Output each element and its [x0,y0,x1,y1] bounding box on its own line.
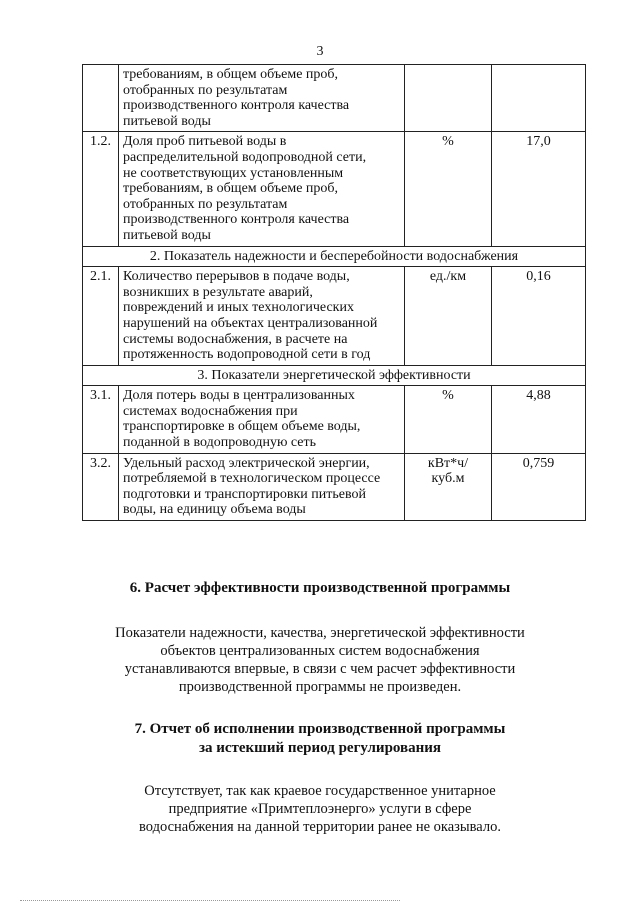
paragraph-line: предприятие «Примтеплоэнерго» услуги в сфере [168,801,472,817]
desc-line: отобранных по результатам [123,82,288,98]
table-row [83,65,586,132]
desc-line: подготовки и транспортировки питьевой [123,486,366,502]
indicator-description [119,267,405,366]
desc-line: нарушений на объектах централизованной [123,315,378,331]
unit-line: кВт*ч/ [427,455,469,471]
indicators-table [82,64,586,521]
indicator-description [119,386,405,453]
heading-line: за истекший период регулирования [198,740,442,756]
section6-paragraph [0,624,640,696]
row-number: 3.2. [83,453,119,520]
desc-line: отобранных по результатам [123,196,288,212]
unit-cell: % [405,386,492,453]
section-title: 3. Показатели энергетической эффективности [83,365,586,386]
desc-line: системах водоснабжения при [123,403,298,419]
desc-line: протяженность водопроводной сети в год [123,347,371,363]
paragraph-line: объектов централизованных систем водоснабжения [160,643,480,659]
desc-line: требованиям, в общем объеме проб, [123,181,339,197]
row-number-cell [83,65,119,132]
indicator-description [119,132,405,246]
paragraph-line: устанавливаются впервые, в связи с чем расчет эффективности [124,661,516,677]
section6-heading: 6. Расчет эффективности производственной программы [129,580,511,596]
unit-cell [405,453,492,520]
desc-line: потребляемой в технологическом процессе [123,471,381,487]
row-number: 2.1. [83,267,119,366]
desc-line: Доля проб питьевой воды в [123,134,287,150]
value-cell: 17,0 [492,132,586,246]
desc-line: транспортировке в общем объеме воды, [123,419,361,435]
heading-line: 7. Отчет об исполнении производственной программы [134,721,506,737]
unit-line: куб.м [431,471,465,487]
section-title: 2. Показатель надежности и бесперебойности водоснабжения [83,246,586,267]
section7-paragraph [0,782,640,836]
row-number: 1.2. [83,132,119,246]
desc-line: требованиям, в общем объеме проб, [123,67,339,82]
section-row [83,365,586,386]
row-number: 3.1. [83,386,119,453]
desc-line: поданной в водопроводную сеть [123,435,317,451]
desc-line: повреждений и иных технологических [123,300,354,316]
desc-line: возникших в результате аварий, [123,284,313,300]
table-row [83,267,586,366]
desc-line: распределительной водопроводной сети, [123,149,367,165]
paragraph-line: производственной программы не произведен. [178,679,462,695]
unit-cell [405,65,492,132]
table-row [83,386,586,453]
desc-line: Количество перерывов в подаче воды, [123,269,350,285]
table-row [83,132,586,246]
paragraph-line: Отсутствует, так как краевое государственное унитарное [144,783,496,799]
desc-line: воды, на единицу объема воды [123,502,306,518]
desc-line: не соответствующих установленным [123,165,344,181]
value-cell: 4,88 [492,386,586,453]
paragraph-line: Показатели надежности, качества, энергетической эффективности [115,625,525,641]
scan-edge-line [20,900,400,901]
table-row [83,453,586,520]
desc-line: питьевой воды [123,227,211,243]
indicator-description [119,65,405,132]
section-row [83,246,586,267]
desc-line: производственного контроля качества [123,98,350,114]
section7-heading [0,720,640,758]
desc-line: Доля потерь воды в централизованных [123,388,355,404]
unit-cell: ед./км [405,267,492,366]
value-cell: 0,759 [492,453,586,520]
desc-line: производственного контроля качества [123,212,350,228]
desc-line: Удельный расход электрической энергии, [123,455,370,471]
paragraph-line: водоснабжения на данной территории ранее не оказывало. [139,819,501,835]
desc-line: питьевой воды [123,113,211,129]
value-cell: 0,16 [492,267,586,366]
unit-cell: % [405,132,492,246]
desc-line: системы водоснабжения, в расчете на [123,331,348,347]
value-cell [492,65,586,132]
page-number: 3 [316,44,324,59]
indicator-description [119,453,405,520]
